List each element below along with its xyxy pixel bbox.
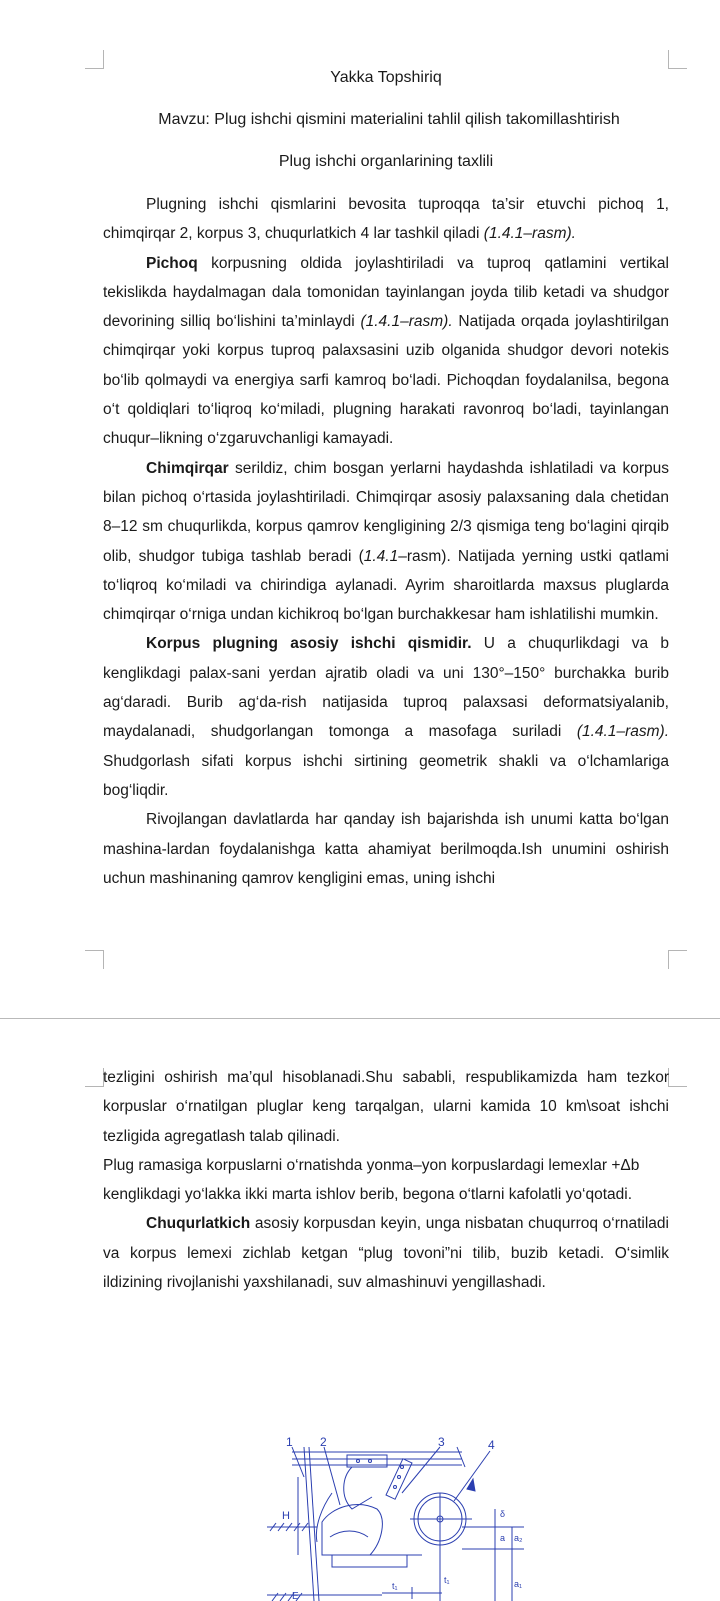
paragraph-text: asosiy korpusdan keyin, unga nisbatan chuqurroq o‘rnatiladi va korpus lemexi zichlab ketgan “plug tovoni”ni tilib, buzib ketadi. O‘simlik ildizining rivojlanishi yaxshilanadi, suv almashinuvi yengillashadi. bbox=[103, 1215, 669, 1292]
paragraph-text: Rivojlangan davlatlarda har qanday ish bajarishda ish unumi katta bo‘lgan mashina-lardan foydalanishga katta ahamiyat berilmoqda.Ish unumini oshirish uchun mashinaning qamrov kengligini emas, uning ishchi bbox=[103, 811, 669, 887]
paragraph-text: Natijada orqada joylashtirilgan chimqirqar yoki korpus tuproq palaxsasini uzib olganida shudgor devori notekis bo‘lib qolmaydi va energiya sarfi kamroq bo‘ladi. Pichoqdan foydalanilsa, begona o‘t qoldiqlari to‘liqroq ko‘miladi, plugning harakati ravonroq bo‘ladi, tayinlangan chuqur–likning o‘zgaruvchanligi kamayadi. bbox=[103, 313, 669, 448]
plough-body bbox=[322, 1505, 422, 1567]
page-1-content bbox=[103, 68, 669, 893]
paragraph-chuqurlatkich bbox=[103, 1209, 669, 1297]
figure-reference: 1.4.1 bbox=[363, 547, 399, 565]
label-t1b: t₁ bbox=[444, 1575, 450, 1585]
term-korpus: Korpus plugning asosiy ishchi qismidir. bbox=[146, 635, 472, 653]
margin-corner-top-left bbox=[85, 50, 104, 69]
paragraph-text: U a chuqurlikdagi va b kenglikdagi palax-sani yerdan ajratib oladi va uni 130°–150° burchakka burib ag‘daradi. Burib ag‘da-rish natijasida tuproq palaxsasi deformatsiyalanib, maydalanadi, shudgorlangan tomonga a masofaga suriladi bbox=[103, 635, 670, 741]
support-wheel bbox=[410, 1493, 472, 1601]
term-chuqurlatkich: Chuqurlatkich bbox=[146, 1215, 251, 1233]
term-pichoq: Pichoq bbox=[146, 254, 198, 272]
label-a1: a₁ bbox=[514, 1579, 523, 1589]
figure-reference: (1.4.1–rasm). bbox=[483, 225, 576, 243]
margin-corner-top-left bbox=[85, 1068, 104, 1087]
callout-4: 4 bbox=[488, 1438, 495, 1452]
paragraph-chimqirqar bbox=[103, 454, 669, 630]
callout-3: 3 bbox=[438, 1437, 445, 1449]
label-t1: t₁ bbox=[392, 1581, 398, 1591]
paragraph-text: korpusning oldida joylashtiriladi va tuproq qatlamini vertikal tekislikda haydalmagan dala tomonidan tayinlangan joyda tilib ketadi va shudgor devorining silliq bo‘lishini ta’minlaydi bbox=[103, 254, 669, 331]
section-heading: Plug ishchi organlarining taxlili bbox=[278, 153, 494, 170]
figure-reference: (1.4.1–rasm). bbox=[360, 313, 453, 331]
margin-corner-bottom-right bbox=[668, 950, 687, 969]
label-E: E bbox=[292, 1591, 299, 1601]
label-delta: δ bbox=[500, 1509, 506, 1519]
plough-parts-drawing bbox=[262, 1437, 534, 1601]
paragraph-intro-text: Plugning ishchi qismlarini bevosita tuproqqa ta’sir etuvchi pichoq 1, chimqirqar 2, korpus 3, chuqurlatkich 4 lar tashkil qiladi bbox=[103, 196, 669, 243]
label-a: a bbox=[500, 1533, 506, 1543]
paragraph-plug-ramasi bbox=[103, 1151, 669, 1210]
margin-corner-bottom-left bbox=[85, 950, 104, 969]
figure-reference: (1.4.1–rasm). bbox=[576, 723, 669, 741]
margin-corner-top-right bbox=[668, 1068, 687, 1087]
label-H: H bbox=[282, 1510, 290, 1522]
dimension-lines bbox=[298, 1477, 518, 1601]
callout-1: 1 bbox=[286, 1437, 293, 1449]
term-chimqirqar: Chimqirqar bbox=[146, 459, 229, 477]
paragraph-pichoq bbox=[103, 249, 669, 454]
document-title: Yakka Topshiriq bbox=[330, 69, 442, 86]
paragraph-rivojlangan bbox=[103, 805, 669, 893]
paragraph-text: Shudgorlash sifati korpus ishchi sirtining geometrik shakli va o‘lchamlariga bog‘liqdir. bbox=[103, 752, 669, 799]
document-page-2 bbox=[0, 1019, 720, 1600]
paragraph-text: serildiz, chim bosgan yerlarni haydashda ishlatiladi va korpus bilan pichoq o‘rtasida joylashtiriladi. Chimqirqar asosiy palaxsaning dala chetidan 8–12 sm chuqurlikda, korpus qamrov kengligining 2/3 qismiga teng bo‘lagini qirqib olib, shudgor tubiga tashlab beradi ( bbox=[103, 459, 669, 565]
paragraph-intro bbox=[103, 190, 669, 249]
page-2-content bbox=[103, 1063, 669, 1297]
frame-beam bbox=[292, 1447, 465, 1467]
paragraph-continuation bbox=[103, 1063, 669, 1151]
skimmer-bracket bbox=[316, 1455, 387, 1542]
margin-corner-top-right bbox=[668, 50, 687, 69]
paragraph-text: –rasm). Natijada yerning ustki qatlami to‘liqroq ko‘miladi va chirindiga aylanadi. Ayrim sharoitlarda maxsus pluglarda chimqirqar o‘rniga undan kichikroq bo‘lgan burchakkesar ham ishlatilishi mumkin. bbox=[103, 547, 669, 624]
paragraph-text: Plug ramasiga korpuslarni o‘rnatishda yonma–yon korpuslardagi lemexlar +Δb kenglikdagi yo‘lakka ikki marta ishlov berib, begona o‘tlarni kafolatli yo‘qotadi. bbox=[103, 1156, 640, 1204]
coulter-part bbox=[304, 1447, 319, 1601]
callout-2: 2 bbox=[320, 1437, 327, 1449]
paragraph-text: tezligini oshirish ma’qul hisoblanadi.Shu sababli, respublikamizda ham tezkor korpuslar o‘rnatilgan pluglar keng tarqalgan, ularni kamida 10 km\soat ishchi tezligida agregatlash talab qilinadi. bbox=[103, 1069, 669, 1145]
document-topic: Mavzu: Plug ishchi qismini materialini tahlil qilish takomillashtirish bbox=[158, 111, 620, 128]
label-a2: a₂ bbox=[514, 1533, 523, 1543]
paragraph-korpus bbox=[103, 629, 669, 805]
